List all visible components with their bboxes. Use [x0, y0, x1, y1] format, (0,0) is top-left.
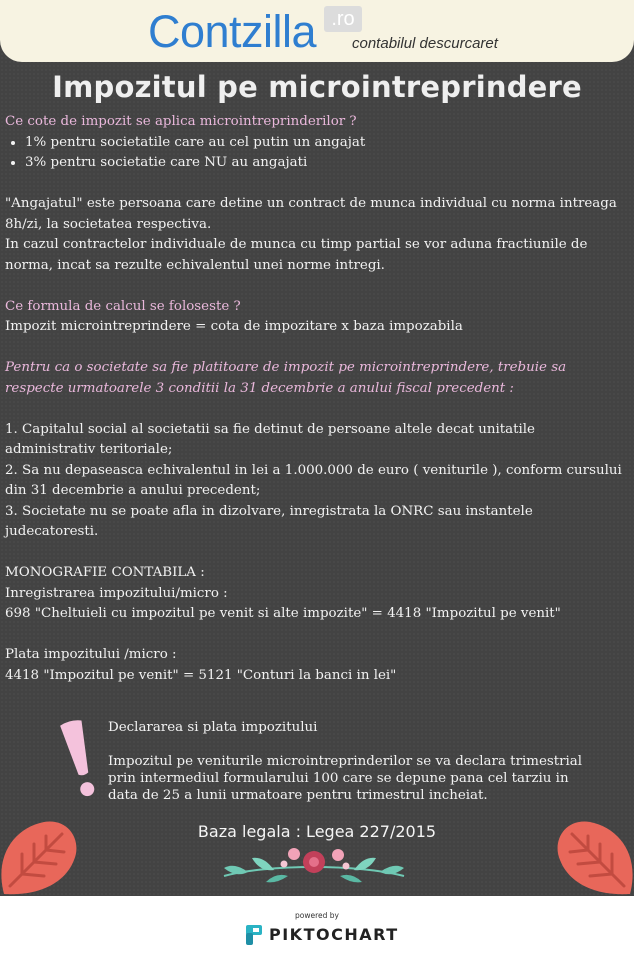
declaration-box: [108, 719, 588, 804]
declaration-text: Impozitul pe veniturile microintreprinderilor se va declara trimestrial prin intermediul formularului 100 care se depune pana cel tarziu in data de 25 a lunii urmatoare pentru trimestrul incheiat.: [108, 754, 583, 803]
logo: Contzilla: [148, 6, 317, 57]
formula-text: Impozit microintreprindere = cota de impozitare x baza impozabila: [5, 319, 463, 334]
flower-decoration: [218, 842, 410, 888]
payment-entry: 4418 "Impozitul pe venit" = 5121 "Conturi la banci in lei": [5, 667, 397, 683]
main-content: [5, 112, 627, 686]
registration-entry: 698 "Cheltuieli cu impozitul pe venit si alte impozite" = 4418 "Impozitul pe venit": [5, 606, 561, 621]
condition-3: 3. Societate nu se poate afla in dizolvare, inregistrata la ONRC sau instantele judecatoresti.: [5, 503, 533, 539]
rates-question: Ce cote de impozit se aplica microintreprinderilor ?: [5, 114, 357, 129]
leaf-decoration-right: [556, 816, 634, 896]
logo-suffix: .ro: [324, 6, 362, 32]
conditions-intro: Pentru ca o societate sa fie platitoare de impozit pe microintreprindere, trebuie sa respecte urmatoarele 3 conditii la 31 decembrie a anului fiscal precedent :: [5, 360, 567, 396]
legal-basis: Baza legala : Legea 227/2015: [197, 822, 437, 841]
formula-question: Ce formula de calcul se foloseste ?: [5, 298, 241, 314]
page-title: Impozitul pe microintreprindere: [52, 70, 582, 104]
header-banner: [0, 0, 634, 62]
payment-label: Plata impozitului /micro :: [5, 647, 177, 662]
registration-label: Inregistrarea impozitului/micro :: [5, 585, 228, 601]
condition-2: 2. Sa nu depaseasca echivalentul in lei a 1.000.000 de euro ( veniturile ), conform cursului din 31 decembrie a anului precedent;: [5, 462, 622, 498]
list-item: • 3% pentru societatie care NU au angajati: [25, 153, 627, 174]
condition-1: 1. Capitalul social al societatii sa fie detinut de persoane altele decat unitatile administrativ teritoriale;: [5, 421, 535, 457]
declaration-heading: Declararea si plata impozitului: [108, 720, 318, 735]
part-time-note: In cazul contractelor individuale de munca cu timp partial se vor aduna fractiunile de norma, incat sa rezulte echivalentul unei norme intregi.: [5, 237, 588, 273]
piktochart-brand: PIKTOCHART: [269, 925, 399, 944]
tagline: contabilul descurcaret: [352, 35, 498, 52]
exclamation-icon: [52, 718, 108, 802]
piktochart-logo-icon: [246, 925, 264, 945]
angajat-definition: "Angajatul" este persoana care detine un contract de munca individual cu norma intreaga 8h/zi, la societatea respectiva.: [5, 196, 617, 232]
monografie-heading: MONOGRAFIE CONTABILA :: [5, 565, 205, 580]
list-item: • 1% pentru societatile care au cel putin un angajat: [25, 133, 627, 154]
powered-by-label: powered by: [295, 911, 339, 920]
leaf-decoration-left: [0, 816, 80, 896]
rates-list: [5, 133, 627, 174]
